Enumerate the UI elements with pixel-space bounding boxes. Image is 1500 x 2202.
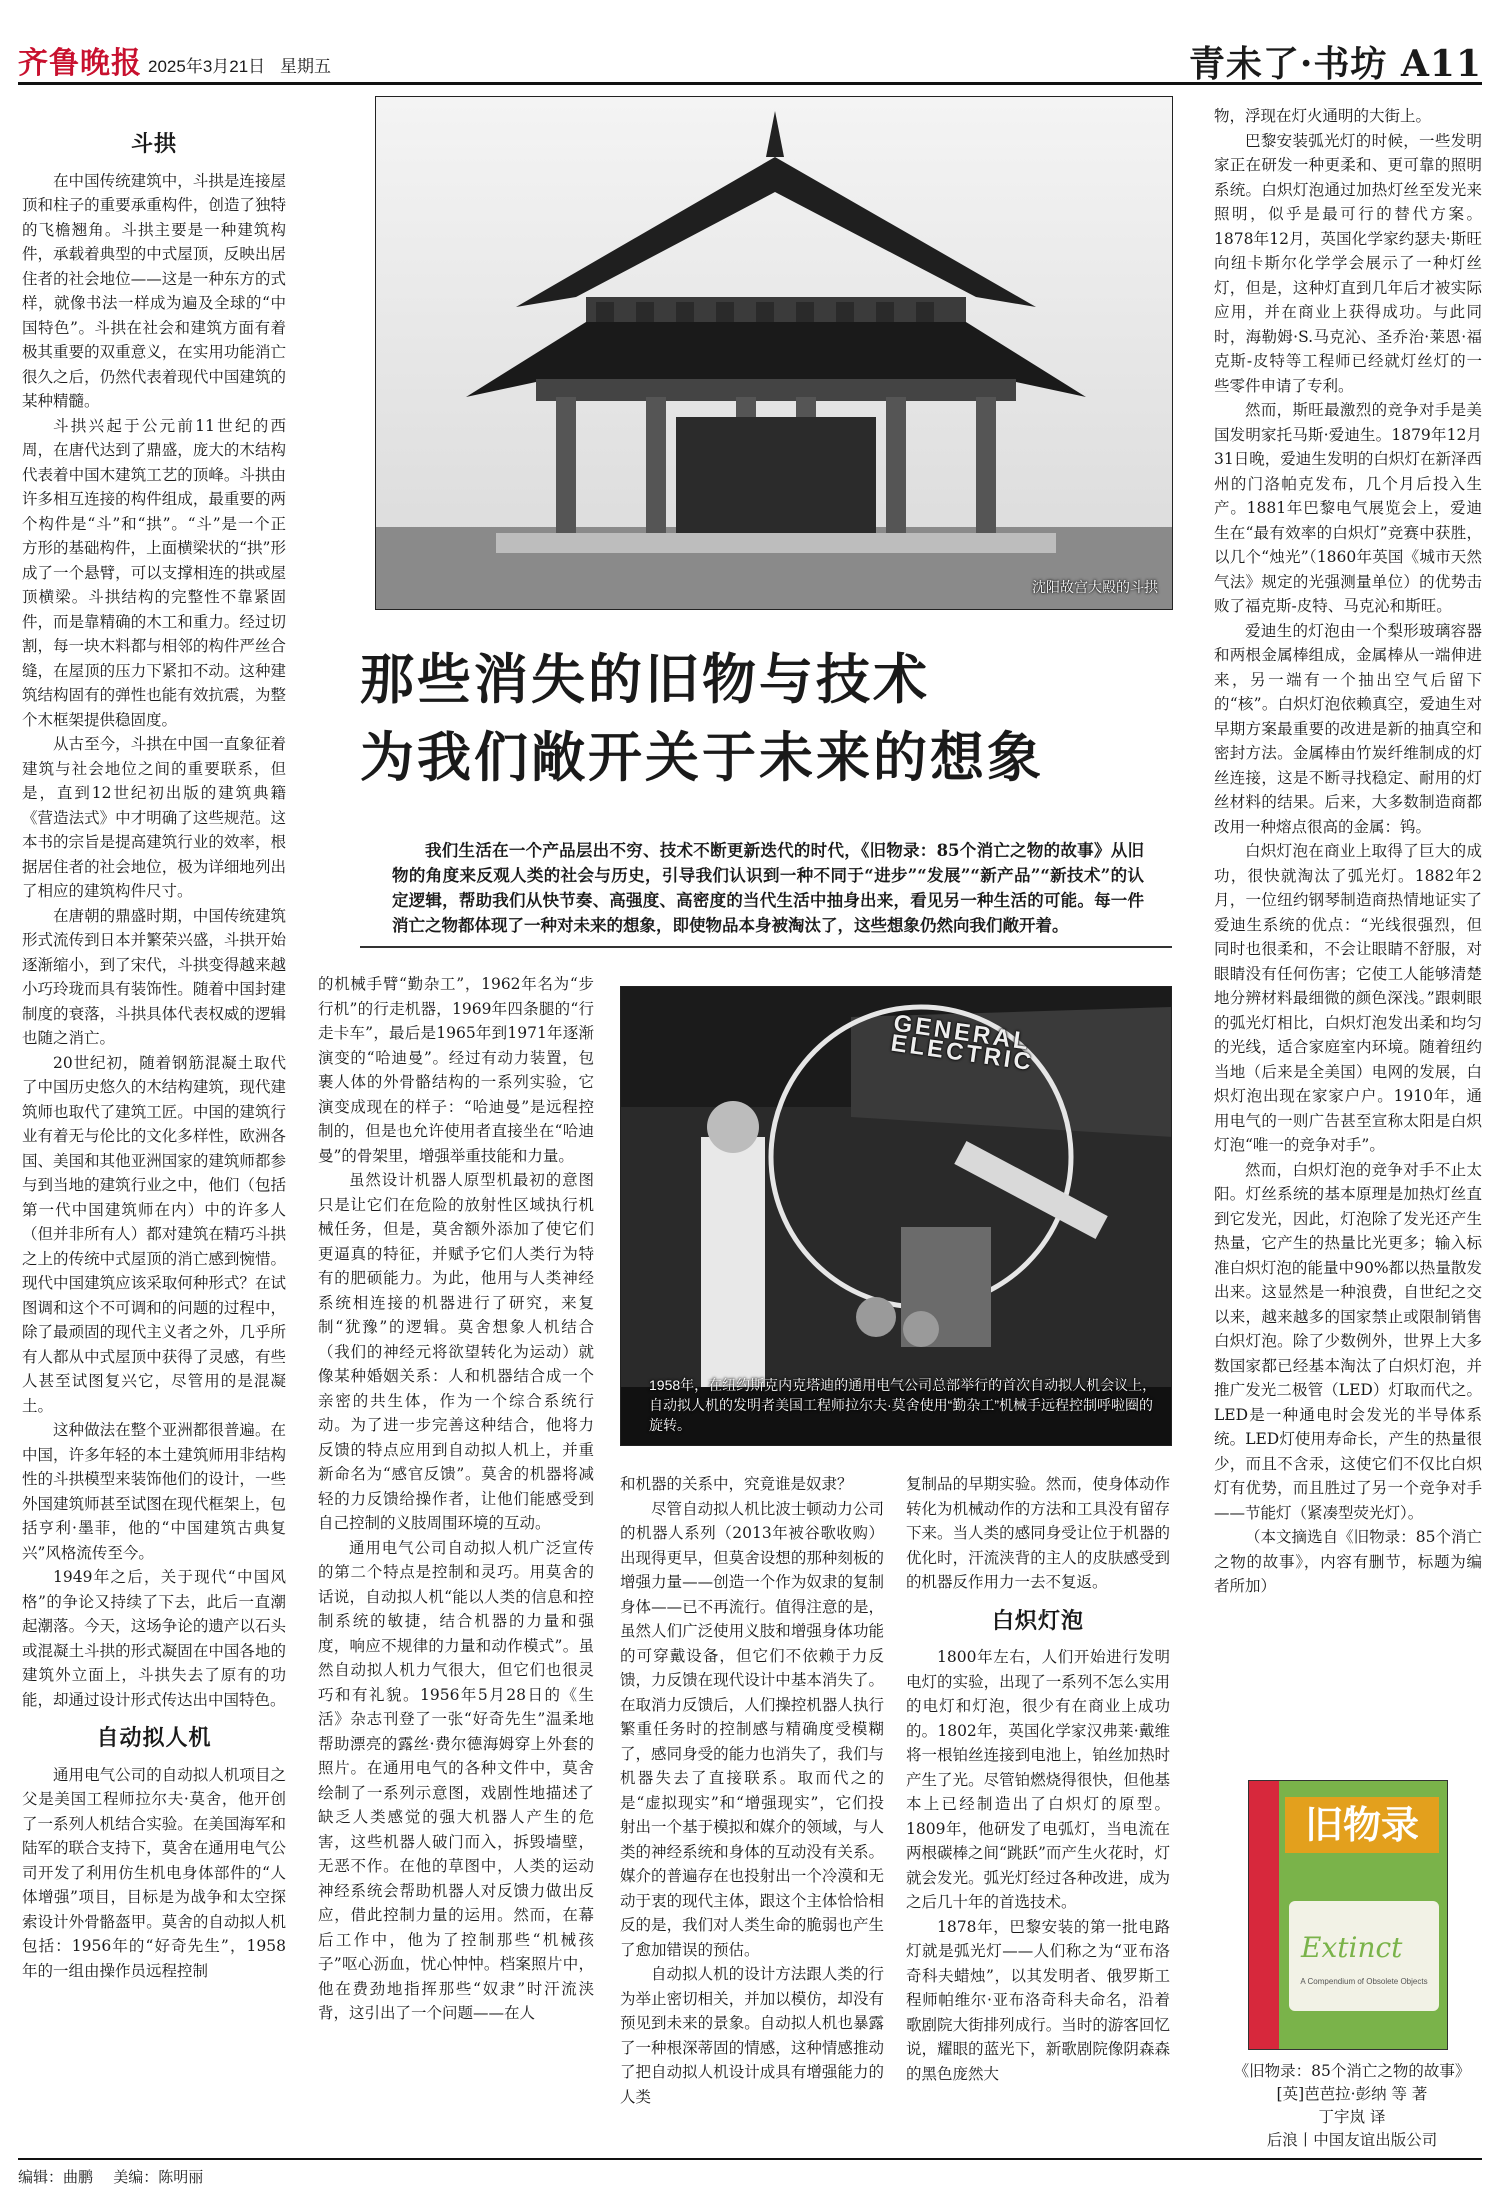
paragraph: 复制品的早期实验。然而，使身体动作转化为机械动作的方法和工具没有留存下来。当人类的感同身受让位于机器的优化时，汗流浃背的主人的皮肤感受到的机器反作用力一去不复返。 xyxy=(906,1475,1170,1591)
footer-credits xyxy=(18,2166,203,2187)
subhead-bulb: 白炽灯泡 xyxy=(991,1607,1084,1634)
temple-illustration xyxy=(376,97,1173,610)
paragraph: 尽管自动拟人机比波士顿动力公司的机器人系列（2013年被谷歌收购）出现得更早，但莫舍设想的那种刻板的增强力量——创造一个作为奴隶的复制身体——已不再流行。值得注意的是，虽然人们广泛使用义肢和增强身体功能的可穿戴设备，但它们不依赖于力反馈，力反馈在现代设计中基本消失了。在取消力反馈后，人们操控机器人执行繁重任务时的控制感与精确度受模糊了，感同身受的能力也消失了，我们与机器失去了直接联系。取而代之的是“虚拟现实”和“增强现实”，它们投射出一个基于模拟和媒介的领域，与人类的神经系统和身体的互动没有关系。媒介的普遍存在也投射出一个冷漠和无动于衷的现代主体，跟这个主体恰恰相反的是，我们对人类生命的脆弱也产生了愈加错误的预估。 xyxy=(620,1499,884,1959)
paragraph: 1878年，巴黎安装的第一批电路灯就是弧光灯——人们称之为“亚布洛奇科夫蜡烛”，以其发明者、俄罗斯工程师帕维尔·亚布洛奇科夫命名，沿着歌剧院大街排列成行。当时的游客回忆说，耀眼的蓝光下，新歌剧院像阴森森的黑色庞然大 xyxy=(906,1917,1170,2083)
lead-paragraph: 我们生活在一个产品层出不穷、技术不断更新迭代的时代，《旧物录：85个消亡之物的故事》从旧物的角度来反观人类的社会与历史，引导我们认识到一种不同于“进步”“发展”“新产品”“新技术”的认定逻辑，帮助我们从快节奏、高强度、高密度的当代生活中抽身出来，看见另一种生活的可能。每一件消亡之物都体现了一种对未来的想象，即使物品本身被淘汰了，这些想象仍然向我们敞开着。 xyxy=(392,841,1144,935)
masthead xyxy=(18,8,1482,80)
subhead-automaton: 自动拟人机 xyxy=(96,1725,212,1751)
paragraph: 然而，斯旺最激烈的竞争对手是美国发明家托马斯·爱迪生。1879年12月31日晚，爱迪生发明的白炽灯在新泽西州的门洛帕克发布，几个月后投入生产。1881年巴黎电气展览会上，爱迪生在“最有效率的白炽灯”竞赛中获胜，以几个“烛光”（1860年英国《城市天然气法》规定的光强测量单位）的优势击败了福克斯-皮特、马克沁和斯旺。 xyxy=(1214,401,1482,615)
paragraph: 通用电气公司自动拟人机广泛宣传的第二个特点是控制和灵巧。用莫舍的话说，自动拟人机“能以人类的信息和控制系统的敏捷，结合机器的力量和强度，响应不规律的力量和动作模式”。虽然自动拟人机力气很大，但它们也很灵巧和有礼貌。1956年5月28日的《生活》杂志刊登了一张“好奇先生”温柔地帮助漂亮的露丝·费尔德海姆穿上外套的照片。在通用电气的各种文件中，莫舍绘制了一系列示意图，戏剧性地描述了缺乏人类感觉的强大机器人产生的危害，这些机器人破门而入，拆毁墙壁，无恶不作。在他的草图中，人类的运动神经系统会帮助机器人对反馈力做出反应，借此控制力量的运用。然而，在幕后工作中，他为了控制那些“机械孩子”呕心沥血，忧心忡忡。档案照片中，他在费劲地指挥那些“奴隶”时汗流浃背，这引出了一个问题——在人 xyxy=(318,1538,594,2022)
book-caption xyxy=(1222,2060,1482,2150)
paragraph: 1800年左右，人们开始进行发明电灯的实验，出现了一系列不怎么实用的电灯和灯泡，很少有在商业上成功的。1802年，英国化学家汉弗莱·戴维将一根铂丝连接到电池上，铂丝加热时产生了光。尽管铂燃烧得很快，但他基本上已经制造出了白炽灯的原型。1809年，他研发了电弧灯，当电流在两根碳棒之间“跳跃”而产生火花时，灯就会发光。弧光灯经过各种改进，成为之后几十年的首选技术。 xyxy=(906,1648,1170,1911)
ge-caption: 1958年，在纽约斯克内克塔迪的通用电气公司总部举行的首次自动拟人机会议上，自动拟人机的发明者美国工程师拉尔夫·莫舍使用“勤杂工”机械手远程控制呼啦圈的旋转。 xyxy=(649,1377,1157,1433)
column-2 xyxy=(318,972,594,2162)
paragraph: 的机械手臂“勤杂工”，1962年名为“步行机”的行走机器，1969年四条腿的“行走卡车”，最后是1965年到1971年逐渐演变的“哈迪曼”。经过有动力装置，包裹人体的外骨骼结构的一系列实验，它演变成现在的样子：“哈迪曼”是远程控制的，但是也允许使用者直接坐在“哈迪曼”的骨架里，增强举重技能和力量。 xyxy=(318,975,594,1165)
column-1 xyxy=(22,132,286,2132)
paragraph: 和机器的关系中，究竟谁是奴隶？ xyxy=(620,1475,853,1493)
issue-weekday: 星期五 xyxy=(280,57,331,76)
paragraph: 白炽灯泡在商业上取得了巨大的成功，很快就淘汰了弧光灯。1882年2月，一位纽约钢琴制造商热情地证实了爱迪生系统的优点：“光线很强烈，但同时也很柔和，不会让眼睛不舒服，对眼睛没有任何伤害；它使工人能够清楚地分辨材料最细微的颜色深浅。”跟刺眼的弧光灯相比，白炽灯泡发出柔和均匀的光线，适合家庭室内环境。随着纽约当地（后来是全美国）电网的发展，白炽灯泡出现在家家户户。1910年，通用电气的一则广告甚至宣称太阳是白炽灯泡“唯一的竞争对手”。 xyxy=(1214,842,1482,1154)
headline-line-2: 为我们敞开关于未来的想象 xyxy=(360,725,1044,789)
ge-photo xyxy=(620,986,1172,1446)
book-cover-subtitle: A Compendium of Obsolete Objects xyxy=(1300,1977,1428,1986)
masthead-rule xyxy=(18,82,1482,85)
book-spine xyxy=(1249,1781,1279,2050)
paragraph: 物，浮现在灯火通明的大街上。 xyxy=(1214,107,1432,125)
book-caption-author: [英]芭芭拉·彭纳 等 著 xyxy=(1276,2085,1428,2103)
paragraph: 通用电气公司的自动拟人机项目之父是美国工程师拉尔夫·莫舍，他开创了一系列人机结合实验。在美国海军和陆军的联合支持下，莫舍在通用电气公司开发了利用仿生机电身体部件的“人体增强”项目，目标是为战争和太空探索设计外骨骼盔甲。莫舍的自动拟人机包括：1956年的“好奇先生”，1958年的一组由操作员远程控制 xyxy=(22,1765,286,1980)
lead-rule xyxy=(360,946,1172,948)
book-cover-title: 旧物录 xyxy=(1285,1797,1439,1853)
paragraph: 在唐朝的鼎盛时期，中国传统建筑形式流传到日本并繁荣兴盛，斗拱开始逐渐缩小，到了宋代，斗拱变得越来越小巧玲珑而具有装饰性。随着中国封建制度的衰落，斗拱具体代表权威的逻辑也随之消亡。 xyxy=(22,906,286,1047)
paragraph: 巴黎安装弧光灯的时候，一些发明家正在研发一种更柔和、更可靠的照明系统。白炽灯泡通过加热灯丝至发光来照明，似乎是最可行的替代方案。1878年12月，英国化学家约瑟夫·斯旺向纽卡斯尔化学学会展示了一种灯丝灯，但是，这种灯直到几年后才被实际应用，并在商业上获得成功。与此同时，海勒姆·S.马克沁、圣乔治·莱恩·福克斯-皮特等工程师已经就灯丝灯的一些零件申请了专利。 xyxy=(1214,131,1482,395)
ge-sign: GENERAL ELECTRIC xyxy=(889,1009,1036,1077)
book-caption-title: 《旧物录：85个消亡之物的故事》 xyxy=(1233,2062,1471,2080)
footer-designer: 美编：陈明丽 xyxy=(113,2169,204,2186)
column-3 xyxy=(620,1472,884,2162)
issue-date: 2025年3月21日 xyxy=(148,57,266,76)
paragraph: 1949年之后，关于现代“中国风格”的争论又持续了下去，此后一直潮起潮落。今天，这场争论的遗产以石头或混凝土斗拱的形式凝固在中国各地的建筑外立面上，斗拱失去了原有的功能，却通过设计形式传达出中国特色。 xyxy=(22,1568,286,1709)
book-caption-publisher: 后浪丨中国友谊出版公司 xyxy=(1266,2131,1438,2149)
column-4 xyxy=(906,1472,1170,2162)
paragraph: 20世纪初，随着钢筋混凝土取代了中国历史悠久的木结构建筑，现代建筑师也取代了建筑工匠。中国的建筑行业有着无与伦比的文化多样性，欧洲各国、美国和其他亚洲国家的建筑师都参与到当地的建筑行业之中，他们（包括第一代中国建筑师在内）中的许多人（但并非所有人）都对建筑在精巧斗拱之上的传统中式屋顶的消亡感到惋惜。现代中国建筑应该采取何种形式？在试图调和这个不可调和的问题的过程中，除了最顽固的现代主义者之外，几乎所有人都从中式屋顶中获得了灵感，有些人甚至试图复兴它，尽管用的是混凝土。 xyxy=(22,1053,286,1415)
book-caption-translator: 丁宇岚 译 xyxy=(1318,2108,1386,2126)
paragraph: 爱迪生的灯泡由一个梨形玻璃容器和两根金属棒组成，金属棒从一端伸进来，另一端有一个抽出空气后留下的“核”。白炽灯泡依赖真空，爱迪生对早期方案最重要的改进是新的抽真空和密封方法。金属棒由竹炭纤维制成的灯丝连接，这是不断寻找稳定、耐用的灯丝材料的结果。后来，大多数制造商都改用一种熔点很高的金属：钨。 xyxy=(1214,621,1482,836)
headline xyxy=(360,640,1160,820)
paragraph: 自动拟人机的设计方法跟人类的行为举止密切相关，并加以模仿，却没有预见到未来的景象。自动拟人机也暴露了一种根深蒂固的情感，这种情感推动了把自动拟人机设计成具有增强能力的人类 xyxy=(620,1965,884,2106)
column-5 xyxy=(1214,104,1482,1770)
headline-line-1: 那些消失的旧物与技术 xyxy=(360,647,930,711)
paragraph: 在中国传统建筑中，斗拱是连接屋顶和柱子的重要承重构件，创造了独特的飞檐翘角。斗拱主要是一种建筑构件，承载着典型的中式屋顶，反映出居住者的社会地位——这是一种东方的式样，就像书法一样成为遍及全球的“中国特色”。斗拱在社会和建筑方面有着极其重要的双重意义，在实用功能消亡很久之后，仍然代表着现代中国建筑的某种精髓。 xyxy=(22,171,286,410)
paragraph: 这种做法在整个亚洲都很普遍。在中国，许多年轻的本土建筑师用非结构性的斗拱模型来装饰他们的设计，一些外国建筑师甚至试图在现代框架上，包括亨利·墨菲，他的“中国建筑古典复兴”风格流传至今。 xyxy=(22,1421,286,1562)
paragraph: 虽然设计机器人原型机最初的意图只是让它们在危险的放射性区域执行机械任务，但是，莫舍额外添加了使它们更逼真的特征，并赋予它们人类行为特有的肥硕能力。为此，他用与人类神经系统相连接的机器进行了研究，来复制“犹豫”的逻辑。莫舍想象人机结合（我们的神经元将欲望转化为运动）就像某种婚姻关系：人和机器结合成一个亲密的共生体，作为一个综合系统行动。为了进一步完善这种结合，他将力反馈的特点应用到自动拟人机上，并重新命名为“感官反馈”。莫舍的机器将减轻的力反馈给操作者，让他们能感受到自己控制的义肢周围环境的互动。 xyxy=(318,1171,594,1532)
source-note: （本文摘选自《旧物录：85个消亡之物的故事》，内容有删节，标题为编者所加） xyxy=(1214,1528,1482,1595)
temple-photo xyxy=(375,96,1173,610)
book-cover xyxy=(1248,1780,1448,2050)
temple-caption: 沈阳故宫大殿的斗拱 xyxy=(1032,579,1158,595)
paragraph: 然而，白炽灯泡的竞争对手不止太阳。灯丝系统的基本原理是加热灯丝直到它发光，因此，灯泡除了发光还产生热量，它产生的热量比光更多；输入标准白炽灯泡的能量中90%都以热量散发出来。这显然是一种浪费，自世纪之交以来，越来越多的国家禁止或限制销售白炽灯泡。除了少数例外，世界上大多数国家都已经基本淘汰了白炽灯泡，并推广发光二极管（LED）灯取而代之。LED是一种通电时会发光的半导体系统。LED灯使用寿命长，产生的热量很少，而且不含汞，这使它们不仅比白炽灯有优势，而且胜过了另一个竞争对手——节能灯（紧凑型荧光灯）。 xyxy=(1214,1160,1482,1522)
footer-editor: 编辑：曲鹏 xyxy=(18,2169,94,2186)
paragraph: 斗拱兴起于公元前11世纪的西周，在唐代达到了鼎盛，庞大的木结构代表着中国木建筑工艺的顶峰。斗拱由许多相互连接的构件组成，最重要的两个构件是“斗”和“拱”。“斗”是一个正方形的基础构件，上面横梁状的“拱”形成了一个悬臂，可以支撑相连的拱或屋顶横梁。斗拱结构的完整性不靠紧固件，而是靠精确的木工和重力。经过切割，每一块木料都与相邻的构件严丝合缝，在屋顶的压力下紧扣不动。这种建筑结构固有的弹性也能有效抗震，为整个木框架提供稳固度。 xyxy=(22,416,286,729)
book-cover-en: Extinct xyxy=(1301,1931,1403,1964)
paragraph: 从古至今，斗拱在中国一直象征着建筑与社会地位之间的重要联系，但是，直到12世纪初出版的建筑典籍《营造法式》中才明确了这些规范。这本书的宗旨是提高建筑行业的效率，根据居住者的社会地位，极为详细地列出了相应的建筑构件尺寸。 xyxy=(22,735,286,900)
footer-rule xyxy=(18,2158,1482,2160)
subhead-dougong: 斗拱 xyxy=(130,132,177,157)
section-title: 青未了·书坊 A11 xyxy=(1188,43,1482,80)
paper-logo: 齐鲁晚报 xyxy=(18,46,142,80)
